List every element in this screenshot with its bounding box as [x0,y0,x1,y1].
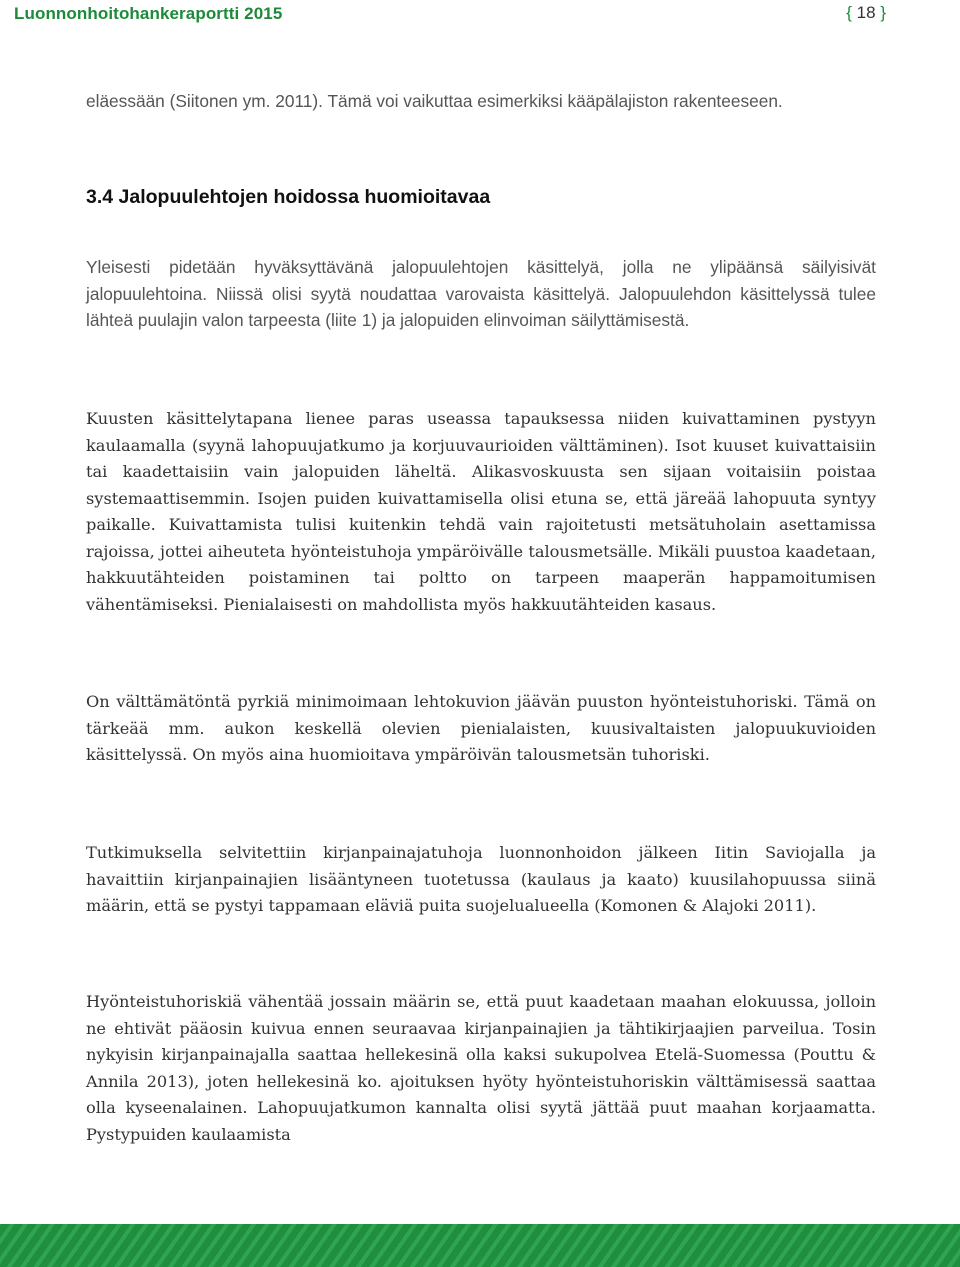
paragraph-3: On välttämätöntä pyrkiä minimoimaan lehtokuvion jäävän puuston hyönteistuhoriski. Tämä on tärkeää mm. aukon keskellä olevien pienialaisten, kuusivaltaisten jalopuukuvioiden käsittelyssä. On myös aina huomioitava ympäröivän talousmetsän tuhoriski. [86,692,876,764]
section-heading: 3.4 Jalopuulehtojen hoidossa huomioitavaa [86,186,491,208]
page-number [846,3,886,23]
brace-close: } [880,3,886,22]
page-number-value: 18 [856,3,876,22]
footer-stripe-band [0,1224,960,1267]
page-header [0,0,960,34]
report-title: Luonnonhoitohankeraportti 2015 [14,4,283,23]
intro-continuation: eläessään (Siitonen ym. 2011). Tämä voi vaikuttaa esimerkiksi kääpälajiston rakenteeseen. [86,91,783,111]
intro-continuation-block [86,88,876,114]
paragraph-1: Yleisesti pidetään hyväksyttävänä jalopuulehtojen käsittelyä, jolla ne ylipäänsä säilyisivät jalopuulehtoina. Niissä olisi syytä noudattaa varovaista käsittelyä. Jalopuulehdon käsittelyssä tulee lähteä puulajin valon tarpeesta (liite 1) ja jalopuiden elinvoiman säilyttämisestä. [86,257,876,330]
paragraph-5: Hyönteistuhoriskiä vähentää jossain määrin se, että puut kaadetaan maahan elokuussa, jolloin ne ehtivät pääosin kuivua ennen seuraavaa kirjanpainajien ja tähtikirjaajien parveilua. Tosin nykyisin kirjanpainajalla saattaa hellekesinä olla kaksi sukupolvea Etelä-Suomessa (Pouttu & Annila 2013), joten hellekesinä ko. ajoituksen hyöty hyönteistuhoriskin välttämisessä saattaa olla kyseenalainen. Lahopuujatkumon kannalta olisi syytä jättää puut maahan korjaamatta. Pystypuiden kaulaamista [86,992,876,1144]
paragraph-4: Tutkimuksella selvitettiin kirjanpainajatuhoja luonnonhoidon jälkeen Iitin Saviojalla ja havaittiin kirjanpainajien lisääntyneen tuotetussa (kaulaus ja kaato) kuusilahopuussa siinä määrin, että se pystyi tappamaan eläviä puita suojelualueella (Komonen & Alajoki 2011). [86,843,876,915]
brace-open: { [846,3,852,22]
paragraph-2: Kuusten käsittelytapana lienee paras useassa tapauksessa niiden kuivattaminen pystyyn kaulaamalla (syynä lahopuujatkumo ja korjuuvaurioiden välttäminen). Isot kuuset kuivattaisiin tai kaadettaisiin vain jalopuiden läheltä. Alikasvoskuusta sen sijaan voitaisiin poistaa systemaattisemmin. Isojen puiden kuivattamisella olisi etuna se, että järeää lahopuuta syntyy paikalle. Kuivattamista tulisi kuitenkin tehdä vain rajoitetusti metsätuholain asettamissa rajoissa, jottei aiheuteta hyönteistuhoja ympäröivälle talousmetsälle. Mikäli puustoa kaadetaan, hakkuutähteiden poistaminen tai poltto on tarpeen maaperän happamoitumisen vähentämiseksi. Pienialaisesti on mahdollista myös hakkuutähteiden kasaus. [86,409,876,614]
